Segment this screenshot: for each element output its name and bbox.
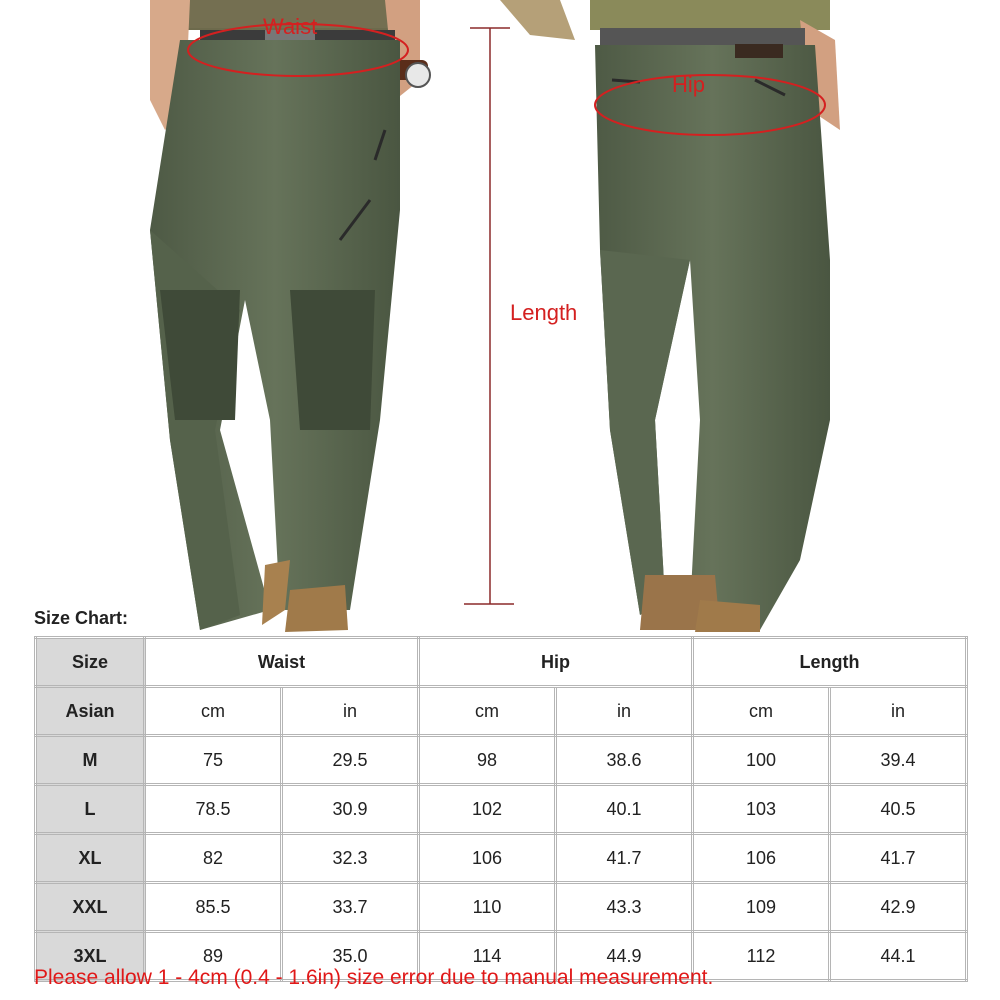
table-cell: 30.9 bbox=[282, 785, 419, 834]
table-cell: 41.7 bbox=[556, 834, 693, 883]
table-cell: 32.3 bbox=[282, 834, 419, 883]
table-cell: 42.9 bbox=[830, 883, 967, 932]
unit-cell: in bbox=[830, 687, 967, 736]
table-cell: 43.3 bbox=[556, 883, 693, 932]
table-cell: 33.7 bbox=[282, 883, 419, 932]
table-cell: 38.6 bbox=[556, 736, 693, 785]
header-size: Size bbox=[36, 638, 145, 687]
table-row bbox=[36, 785, 967, 834]
table-cell: 102 bbox=[419, 785, 556, 834]
unit-cell: in bbox=[556, 687, 693, 736]
table-cell: 112 bbox=[693, 932, 830, 981]
size-cell: L bbox=[36, 785, 145, 834]
table-cell: 109 bbox=[693, 883, 830, 932]
length-label: Length bbox=[510, 300, 578, 325]
header-waist: Waist bbox=[145, 638, 419, 687]
size-chart-title: Size Chart: bbox=[34, 608, 129, 628]
table-cell: 29.5 bbox=[282, 736, 419, 785]
length-measure-line bbox=[464, 28, 514, 604]
table-cell: 103 bbox=[693, 785, 830, 834]
table-cell: 82 bbox=[145, 834, 282, 883]
size-cell: M bbox=[36, 736, 145, 785]
table-cell: 40.5 bbox=[830, 785, 967, 834]
header-length: Length bbox=[693, 638, 967, 687]
size-cell: XXL bbox=[36, 883, 145, 932]
table-cell: 44.1 bbox=[830, 932, 967, 981]
header-hip: Hip bbox=[419, 638, 693, 687]
unit-row bbox=[36, 687, 967, 736]
unit-cell: cm bbox=[145, 687, 282, 736]
size-cell: 3XL bbox=[36, 932, 145, 981]
unit-cell: cm bbox=[419, 687, 556, 736]
table-cell: 100 bbox=[693, 736, 830, 785]
unit-cell: cm bbox=[693, 687, 830, 736]
table-cell: 44.9 bbox=[556, 932, 693, 981]
header-row bbox=[36, 638, 967, 687]
table-cell: 106 bbox=[693, 834, 830, 883]
table-cell: 89 bbox=[145, 932, 282, 981]
size-cell: XL bbox=[36, 834, 145, 883]
table-cell: 106 bbox=[419, 834, 556, 883]
waist-label: Waist bbox=[263, 14, 318, 39]
table-cell: 35.0 bbox=[282, 932, 419, 981]
hip-label: Hip bbox=[672, 72, 706, 97]
table-cell: 39.4 bbox=[830, 736, 967, 785]
table-row bbox=[36, 834, 967, 883]
table-cell: 114 bbox=[419, 932, 556, 981]
measurement-note: Please allow 1 - 4cm (0.4 - 1.6in) size error due to manual measurement. bbox=[34, 966, 714, 989]
table-cell: 75 bbox=[145, 736, 282, 785]
table-cell: 85.5 bbox=[145, 883, 282, 932]
unit-cell: in bbox=[282, 687, 419, 736]
table-cell: 78.5 bbox=[145, 785, 282, 834]
front-view-pants bbox=[150, 0, 430, 632]
table-cell: 98 bbox=[419, 736, 556, 785]
table-row bbox=[36, 736, 967, 785]
table-cell: 110 bbox=[419, 883, 556, 932]
unit-cell: Asian bbox=[36, 687, 145, 736]
table-cell: 40.1 bbox=[556, 785, 693, 834]
size-chart-table bbox=[34, 636, 968, 982]
table-row bbox=[36, 883, 967, 932]
table-cell: 41.7 bbox=[830, 834, 967, 883]
